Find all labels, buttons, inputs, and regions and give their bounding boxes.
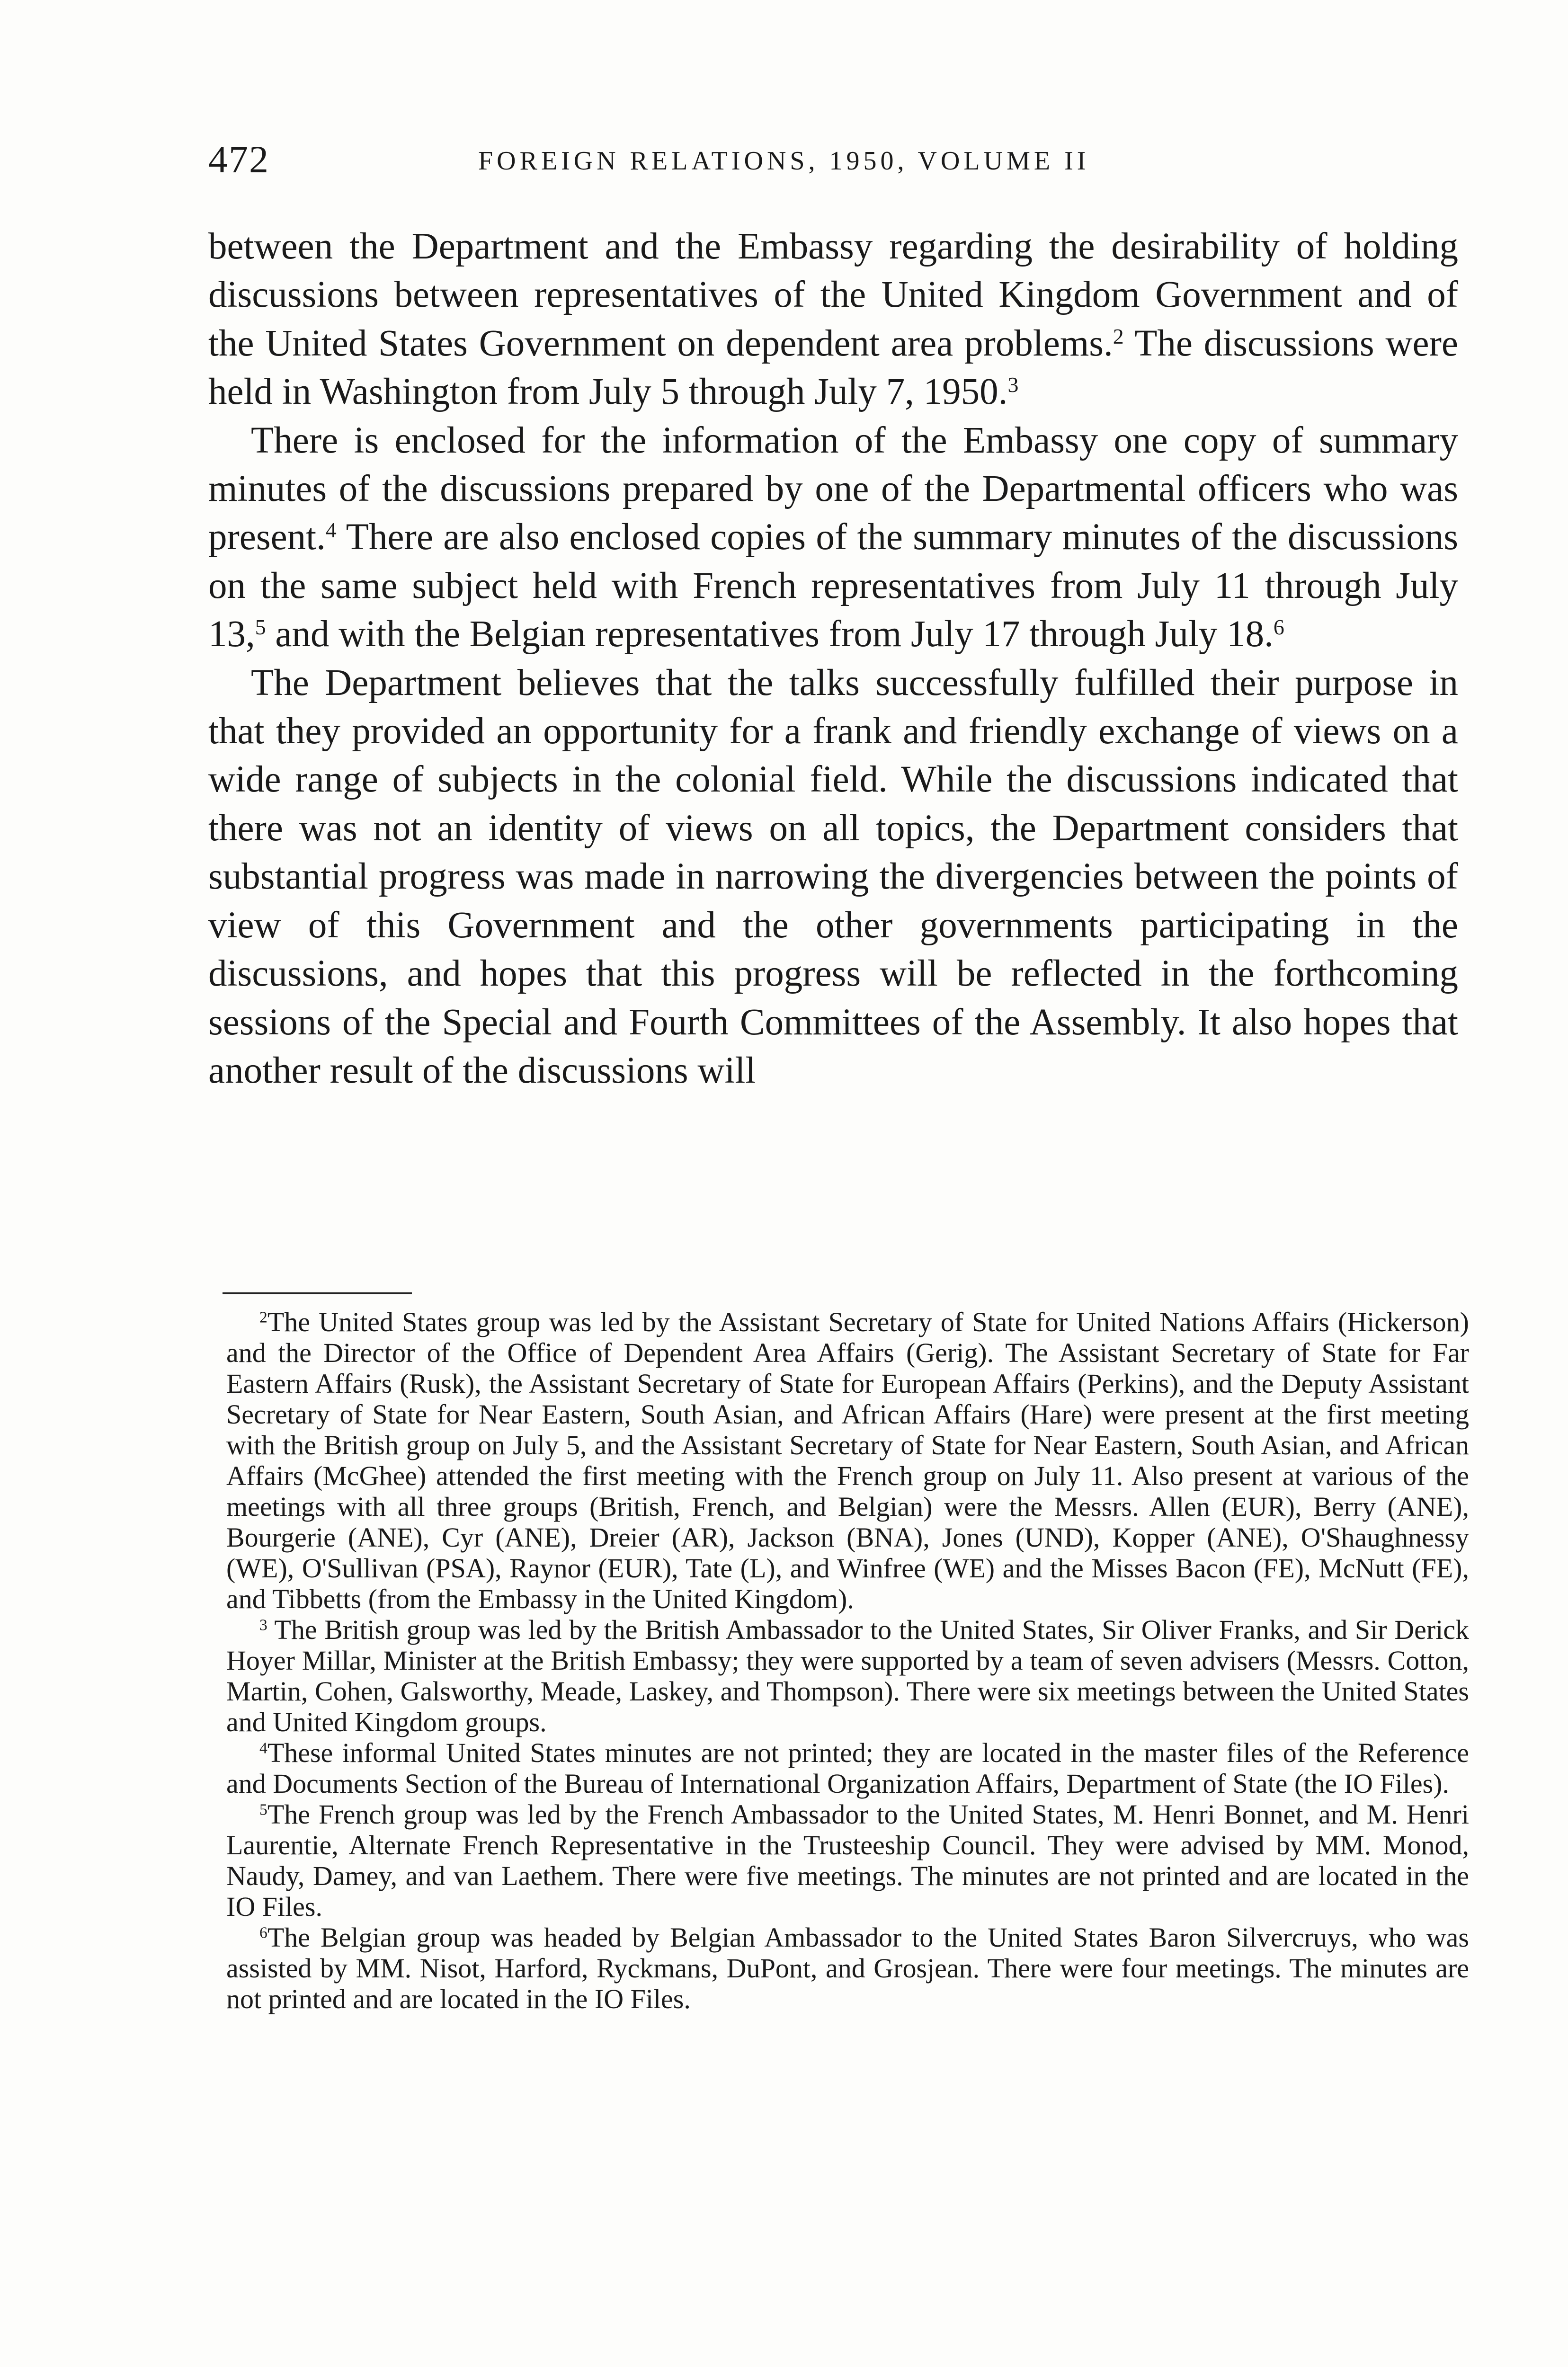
page-header bbox=[208, 137, 1458, 194]
footnote-divider bbox=[223, 1292, 412, 1294]
footnote-text: The Belgian group was headed by Belgian Ambassador to the United States Baron Silvercruys, who was assisted by MM. Nisot, Harford, Ryckmans, DuPont, and Grosjean. There were four meetings. The minutes are not printed and are located in the IO Files. bbox=[226, 1922, 1469, 2014]
paragraph-text: between the Department and the Embassy regarding the desirability of holding discussions between representatives of the United Kingdom Government and of the United States Government on dependent area problems. bbox=[208, 226, 1458, 364]
footnote-5 bbox=[226, 1799, 1469, 1922]
paragraph-text: and with the Belgian representatives from July 17 through July 18. bbox=[266, 614, 1274, 655]
footnote-4 bbox=[226, 1737, 1469, 1799]
footnote-ref: 4 bbox=[325, 518, 337, 543]
footnote-number: 3 bbox=[259, 1616, 267, 1634]
footnote-3 bbox=[226, 1614, 1469, 1737]
paragraph-text: There is enclosed for the information of the Embassy one copy of summary minutes of the discussions prepared by one of the Departmental officers who was present. bbox=[208, 419, 1458, 558]
body-paragraph-3 bbox=[208, 659, 1458, 1095]
footnote-2 bbox=[226, 1307, 1469, 1614]
body-text bbox=[208, 222, 1458, 1095]
footnote-ref: 5 bbox=[255, 615, 266, 640]
footnote-text: The United States group was led by the Assistant Secretary of State for United Nations Affairs (Hickerson) and the Director of the Office of Dependent Area Affairs (Gerig). The Assistant Secretary of State for Far Eastern Affairs (Rusk), the Assistant Secretary of State for European Affairs (Perkins), and the Deputy Assistant Secretary of State for Near Eastern, South Asian, and African Affairs (Hare) were present at the first meeting with the British group on July 5, and the Assistant Secretary of State for Near Eastern, South Asian, and African Affairs (McGhee) attended the first meeting with the French group on July 11. Also present at various of the meetings with all three groups (British, French, and Belgian) were the Messrs. Allen (EUR), Berry (ANE), Bourgerie (ANE), Cyr (ANE), Dreier (AR), Jackson (BNA), Jones (UND), Kopper (ANE), O'Shaughnessy (WE), O'Sullivan (PSA), Raynor (EUR), Tate (L), and Winfree (WE) and the Misses Bacon (FE), McNutt (FE), and Tibbetts (from the Embassy in the United Kingdom). bbox=[226, 1307, 1469, 1614]
footnote-number: 6 bbox=[259, 1924, 267, 1942]
footnote-number: 5 bbox=[259, 1801, 267, 1819]
paragraph-text: The Department believes that the talks successfully fulfilled their purpose in that they provided an opportunity for a frank and friendly exchange of views on a wide range of subjects in the colonial field. While the discussions indicated that there was not an identity of views on all topics, the Department considers that substantial progress was made in narrowing the divergencies between the points of view of this Government and the other governments participating in the discussions, and hopes that this progress will be reflected in the forthcoming sessions of the Special and Fourth Committees of the Assembly. It also hopes that another result of the discussions will bbox=[208, 662, 1458, 1091]
body-paragraph-2 bbox=[208, 417, 1458, 659]
body-paragraph-1 bbox=[208, 222, 1458, 417]
footnote-ref: 6 bbox=[1273, 615, 1284, 640]
paragraph-text: There are also enclosed copies of the summary minutes of the discussions on the same subject held with French representatives from July 11 through July 13, bbox=[208, 516, 1458, 655]
footnotes bbox=[226, 1307, 1469, 2014]
footnote-6 bbox=[226, 1922, 1469, 2014]
page-number: 472 bbox=[208, 138, 269, 181]
paragraph-text: The discussions were held in Washington from July 5 through July 7, 1950. bbox=[208, 322, 1458, 413]
footnote-ref: 2 bbox=[1113, 324, 1124, 348]
footnote-text: The French group was led by the French Ambassador to the United States, M. Henri Bonnet, and M. Henri Laurentie, Alternate French Representative in the Trusteeship Council. They were advised by MM. Monod, Naudy, Damey, and van Laethem. There were five meetings. The minutes are not printed and are located in the IO Files. bbox=[226, 1799, 1469, 1922]
footnote-text: These informal United States minutes are not printed; they are located in the master files of the Reference and Documents Section of the Bureau of International Organization Affairs, Department of State (the IO Files). bbox=[226, 1737, 1469, 1799]
footnote-number: 2 bbox=[259, 1308, 267, 1326]
footnote-ref: 3 bbox=[1007, 373, 1019, 397]
footnote-number: 4 bbox=[259, 1739, 267, 1757]
footnote-text: The British group was led by the British Ambassador to the United States, Sir Oliver Franks, and Sir Derick Hoyer Millar, Minister at the British Embassy; they were supported by a team of seven advisers (Messrs. Cotton, Martin, Cohen, Galsworthy, Meade, Laskey, and Thompson). There were six meetings between the United States and United Kingdom groups. bbox=[226, 1614, 1470, 1737]
running-head: FOREIGN RELATIONS, 1950, VOLUME II bbox=[478, 146, 1090, 176]
